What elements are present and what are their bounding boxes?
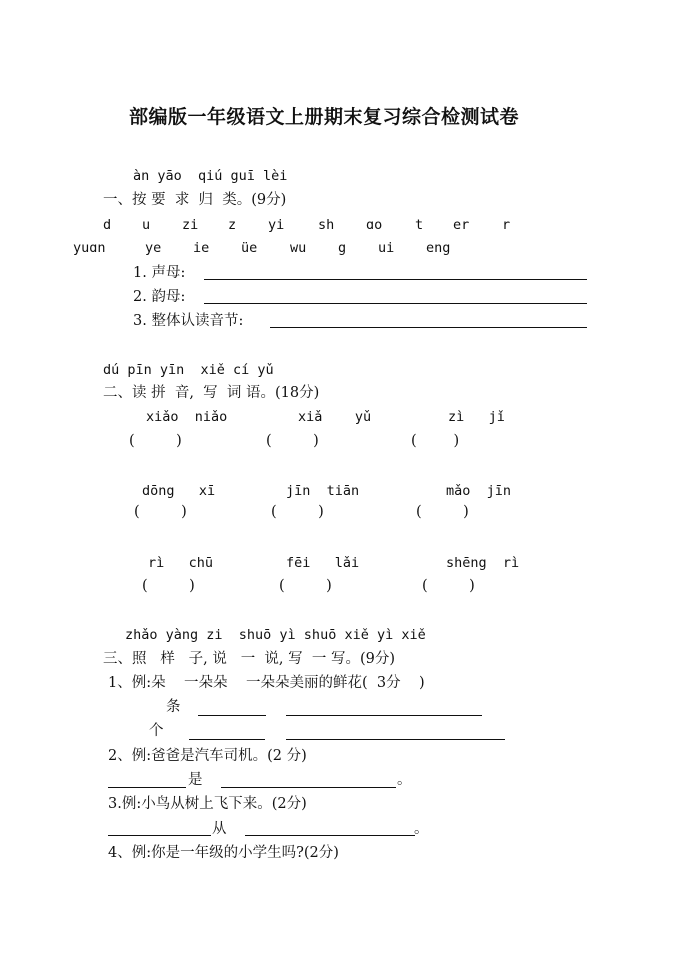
pinyin-word: xiǎ yǔ	[298, 409, 372, 425]
answer-line-yunmu[interactable]	[204, 303, 587, 304]
pinyin-word: zì jǐ	[448, 409, 505, 425]
pinyin-word: dōng xī	[142, 483, 216, 499]
item-label-zhengti: 3. 整体认读音节:	[133, 313, 244, 329]
pinyin-word: mǎo jīn	[446, 483, 512, 499]
letter-item: ye	[145, 240, 162, 256]
section1-heading: 一、按 要 求 归 类。(9分)	[103, 192, 287, 208]
answer-line[interactable]	[108, 835, 211, 836]
item-label-yunmu: 2. 韵母:	[133, 289, 186, 305]
example4-label: 4、例:你是一年级的小学生吗?(2分)	[108, 845, 339, 861]
section2-pinyin: dú pīn yīn xiě cí yǔ	[103, 362, 274, 378]
answer-line-shengmu[interactable]	[204, 279, 587, 280]
pinyin-word: xiǎo niǎo	[146, 409, 228, 425]
letter-item: ui	[378, 240, 395, 256]
example3-label: 3.例:小鸟从树上飞下来。(2分)	[108, 796, 307, 812]
letter-item: ɑo	[366, 217, 383, 233]
letter-item: ie	[193, 240, 210, 256]
answer-line[interactable]	[189, 739, 265, 740]
example2-label: 2、例:爸爸是汽车司机。(2 分)	[108, 748, 307, 764]
answer-parentheses[interactable]: ( )	[266, 433, 319, 449]
letter-item: er	[453, 217, 470, 233]
answer-parentheses[interactable]: ( )	[134, 504, 187, 520]
answer-line-zhengti[interactable]	[270, 327, 587, 328]
section3-pinyin: zhǎo yàng zi shuō yì shuō xiě yì xiě	[125, 627, 426, 643]
letter-item: sh	[318, 217, 335, 233]
section1-pinyin: àn yāo qiú guī lèi	[133, 168, 288, 184]
answer-line[interactable]	[198, 715, 266, 716]
letter-item: r	[502, 217, 511, 233]
answer-parentheses[interactable]: ( )	[416, 504, 469, 520]
pinyin-word: rì chū	[148, 555, 214, 571]
letter-item: üe	[241, 240, 258, 256]
letter-item: t	[415, 217, 424, 233]
answer-line[interactable]	[286, 715, 482, 716]
letter-item: wu	[290, 240, 307, 256]
item-label-shengmu: 1. 声母:	[133, 265, 186, 281]
answer-parentheses[interactable]: ( )	[422, 578, 475, 594]
example1-label: 1、例:朵 一朵朵 一朵朵美丽的鲜花( 3分 )	[108, 675, 425, 691]
letter-item: zi	[182, 217, 199, 233]
section3-heading: 三、照 样 子, 说 一 说, 写 一 写。(9分)	[103, 651, 396, 667]
answer-line[interactable]	[221, 787, 396, 788]
example3-end-mark: 。	[414, 821, 429, 837]
letter-item: eng	[426, 240, 451, 256]
answer-parentheses[interactable]: ( )	[129, 433, 182, 449]
letter-item: z	[228, 217, 237, 233]
example2-mid-word: 是	[188, 772, 203, 788]
example1-word-tiao: 条	[166, 699, 181, 715]
section2-heading: 二、读 拼 音, 写 词 语。(18分)	[103, 385, 320, 401]
answer-parentheses[interactable]: ( )	[279, 578, 332, 594]
letter-item: yuɑn	[73, 240, 106, 256]
letter-item: d	[103, 217, 112, 233]
answer-parentheses[interactable]: ( )	[142, 578, 195, 594]
letter-item: g	[338, 240, 347, 256]
pinyin-word: fēi lǎi	[286, 555, 360, 571]
answer-parentheses[interactable]: ( )	[271, 504, 324, 520]
pinyin-word: jīn tiān	[286, 483, 360, 499]
pinyin-word: shēng rì	[446, 555, 520, 571]
answer-line[interactable]	[286, 739, 505, 740]
letter-item: u	[142, 217, 151, 233]
example1-word-ge: 个	[149, 723, 164, 739]
answer-line[interactable]	[108, 787, 186, 788]
letter-item: yi	[268, 217, 285, 233]
example3-mid-word: 从	[212, 821, 227, 837]
answer-line[interactable]	[245, 835, 415, 836]
answer-parentheses[interactable]: ( )	[411, 433, 460, 449]
example2-end-mark: 。	[397, 772, 412, 788]
page-title: 部编版一年级语文上册期末复习综合检测试卷	[129, 106, 520, 128]
